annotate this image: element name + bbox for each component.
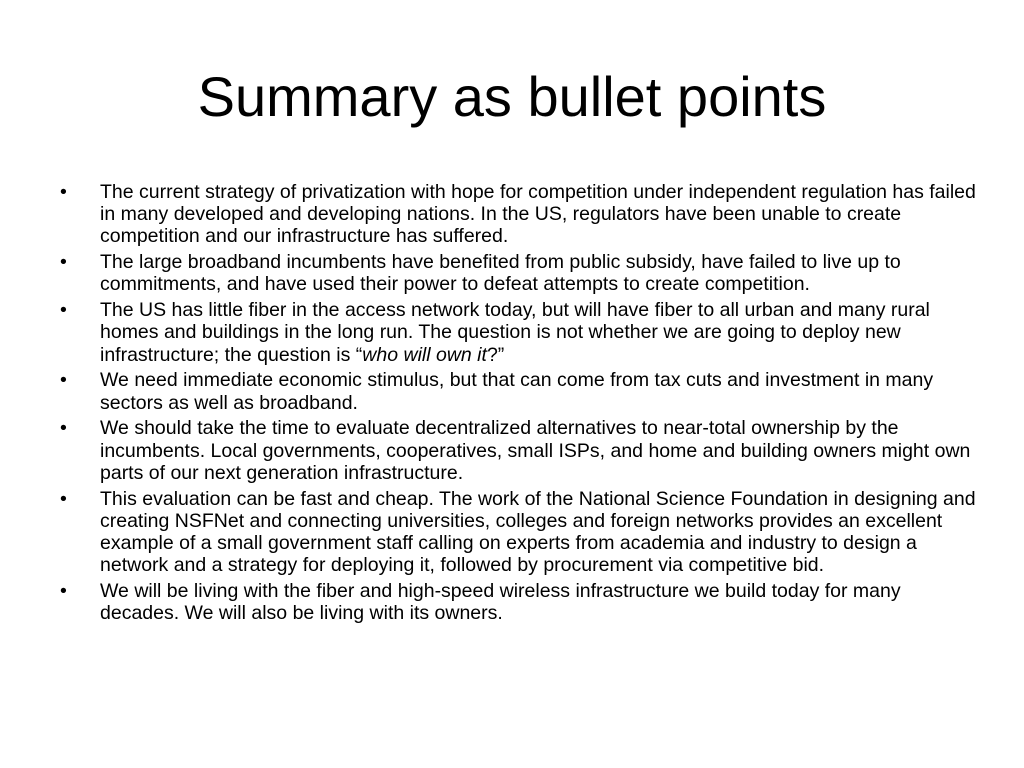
bullet-icon: • <box>60 181 67 203</box>
bullet-item <box>58 299 978 366</box>
bullet-icon: • <box>60 417 67 440</box>
bullet-text: The large broadband incumbents have benefited from public subsidy, have failed to live up to commitments, and have used their power to defeat attempts to create competition. <box>100 251 901 296</box>
bullet-item <box>58 417 978 484</box>
bullet-text: We should take the time to evaluate decentralized alternatives to near-total ownership by the incumbents. Local governments, cooperatives, small ISPs, and home and building owners might own parts of our next generation infrastructure. <box>100 417 971 484</box>
bullet-icon: • <box>60 299 67 322</box>
bullet-item <box>58 369 978 413</box>
bullet-text <box>100 299 978 366</box>
bullet-item <box>58 251 978 295</box>
bullet-text: We need immediate economic stimulus, but that can come from tax cuts and investment in many sectors as well as broadband. <box>100 369 934 414</box>
bullet-text-emphasis: who will own it <box>362 343 487 366</box>
bullet-icon: • <box>60 251 67 274</box>
bullet-icon: • <box>60 369 67 392</box>
bullet-icon: • <box>60 487 67 510</box>
bullet-icon: • <box>60 580 67 603</box>
bullet-text-part: The US has little fiber in the access network today, but will have fiber to all urban and many rural homes and buildings in the long run. The question is not whether we are going to deploy new infrastructure; the question is “ <box>100 299 930 366</box>
bullet-text: We will be living with the fiber and high-speed wireless infrastructure we build today for many decades. We will also be living with its owners. <box>100 580 901 625</box>
slide-title: Summary as bullet points <box>197 65 827 128</box>
bullet-text-part: ?” <box>486 343 505 366</box>
bullet-item <box>58 580 978 624</box>
bullet-item <box>58 181 978 248</box>
bullet-list <box>58 181 978 628</box>
bullet-item <box>58 488 978 577</box>
bullet-text: The current strategy of privatization with hope for competition under independent regulation has failed in many developed and developing nations. In the US, regulators have been unable to create competition and our infrastructure has suffered. <box>100 181 976 248</box>
bullet-text: This evaluation can be fast and cheap. The work of the National Science Foundation in designing and creating NSFNet and connecting universities, colleges and foreign networks provides an excellent example of a small government staff calling on experts from academia and industry to design a network and a strategy for deploying it, followed by procurement via competitive bid. <box>100 487 976 577</box>
